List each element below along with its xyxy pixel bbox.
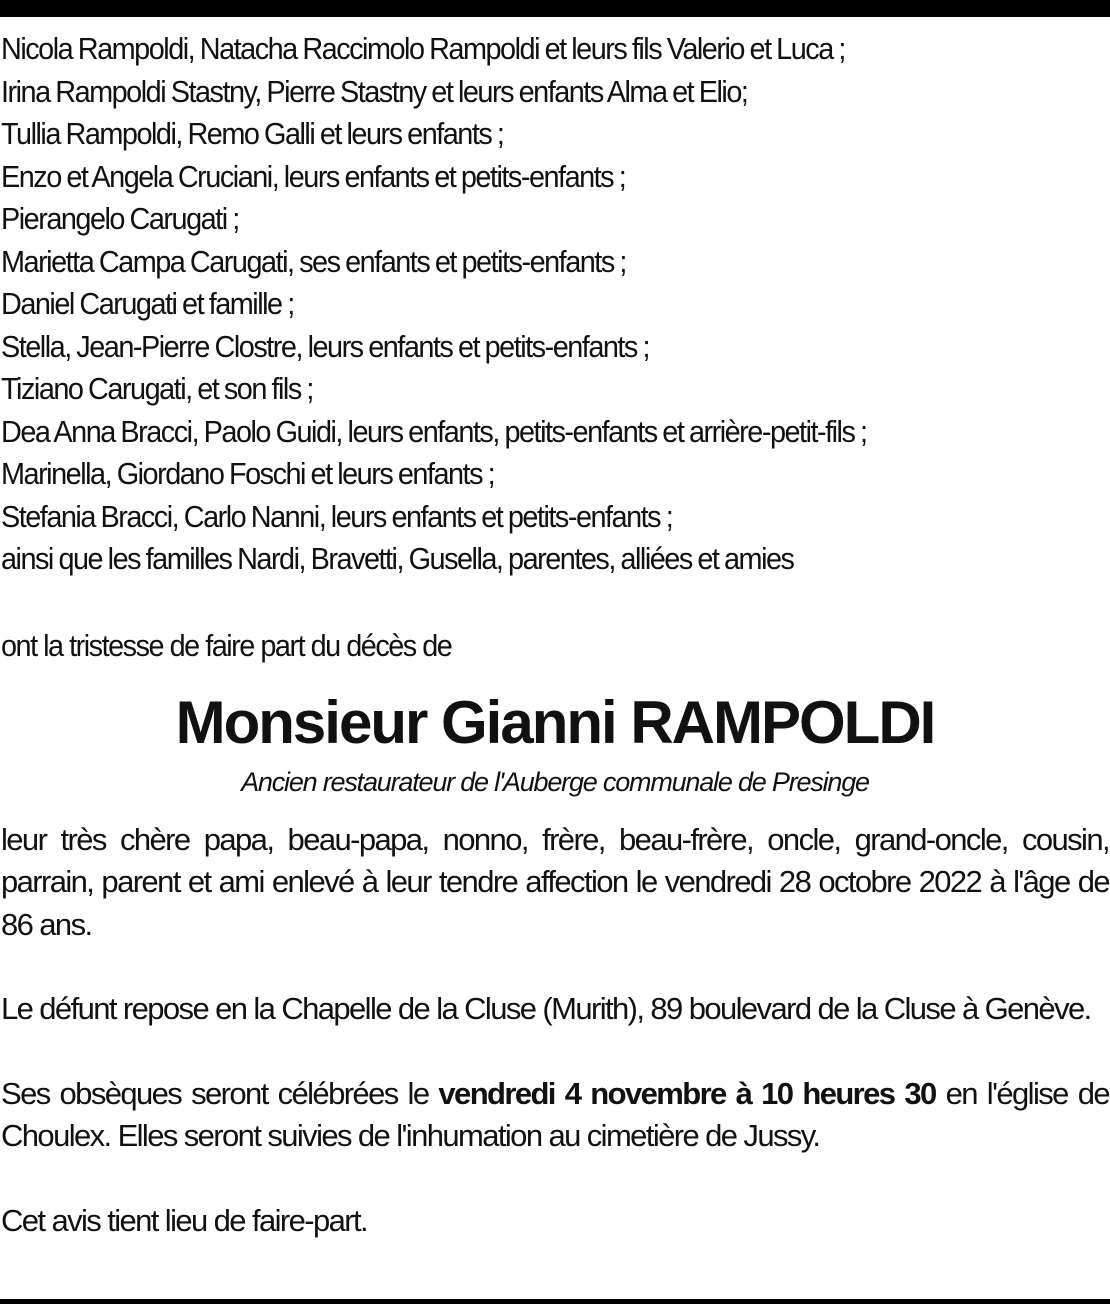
top-rule [0, 0, 1110, 17]
family-line: Stefania Bracci, Carlo Nanni, leurs enfants et petits-enfants ; [1, 498, 673, 534]
announcement-intro: ont la tristesse de faire part du décès de [1, 627, 452, 663]
family-line: Marinella, Giordano Foschi et leurs enfants ; [1, 456, 495, 491]
family-line: ainsi que les familles Nardi, Bravetti, Gusella, parentes, alliées et amies [1, 541, 794, 576]
family-line: Marietta Campa Carugati, ses enfants et petits-enfants ; [1, 243, 626, 279]
repose-paragraph: Le défunt repose en la Chapelle de la Cluse (Murith), 89 boulevard de la Cluse à Genève. [1, 991, 1091, 1026]
family-list [1, 28, 1109, 581]
family-line: Tiziano Carugati, et son fils ; [1, 371, 313, 406]
funeral-text-before: Ses obsèques seront célébrées le [1, 1075, 439, 1111]
deceased-name: Monsieur Gianni RAMPOLDI [175, 688, 935, 756]
closing-note: Cet avis tient lieu de faire-part. [1, 1202, 368, 1238]
funeral-text-after: en l'église de Choulex. Elles seront suivies de l'inhumation au cimetière de Jussy. [1, 1075, 1110, 1153]
obituary-notice [1, 28, 1109, 1242]
family-line: Enzo et Angela Cruciani, leurs enfants et petits-enfants ; [1, 158, 626, 194]
relation-paragraph: leur très chère papa, beau-papa, nonno, frère, beau-frère, oncle, grand-oncle, cousin, parrain, parent et ami enlevé à leur tendre affection le vendredi 28 octobre 2022 à l'âge de 86 ans. [1, 821, 1109, 942]
family-line: Tullia Rampoldi, Remo Galli et leurs enfants ; [1, 116, 504, 151]
funeral-paragraph [1, 1073, 1109, 1158]
family-line: Irina Rampoldi Stastny, Pierre Stastny et leurs enfants Alma et Elio; [1, 73, 748, 109]
bottom-rule [0, 1299, 1110, 1304]
family-line: Stella, Jean-Pierre Clostre, leurs enfants et petits-enfants ; [1, 328, 649, 364]
funeral-date: vendredi 4 novembre à 10 heures 30 [438, 1075, 936, 1111]
family-line: Dea Anna Bracci, Paolo Guidi, leurs enfants, petits-enfants et arrière-petit-fils ; [1, 413, 867, 449]
deceased-title: Ancien restaurateur de l'Auberge communale de Presinge [241, 766, 869, 797]
family-line: Nicola Rampoldi, Natacha Raccimolo Rampoldi et leurs fils Valerio et Luca ; [1, 31, 845, 66]
family-line: Pierangelo Carugati ; [1, 201, 239, 236]
family-line: Daniel Carugati et famille ; [1, 286, 294, 321]
